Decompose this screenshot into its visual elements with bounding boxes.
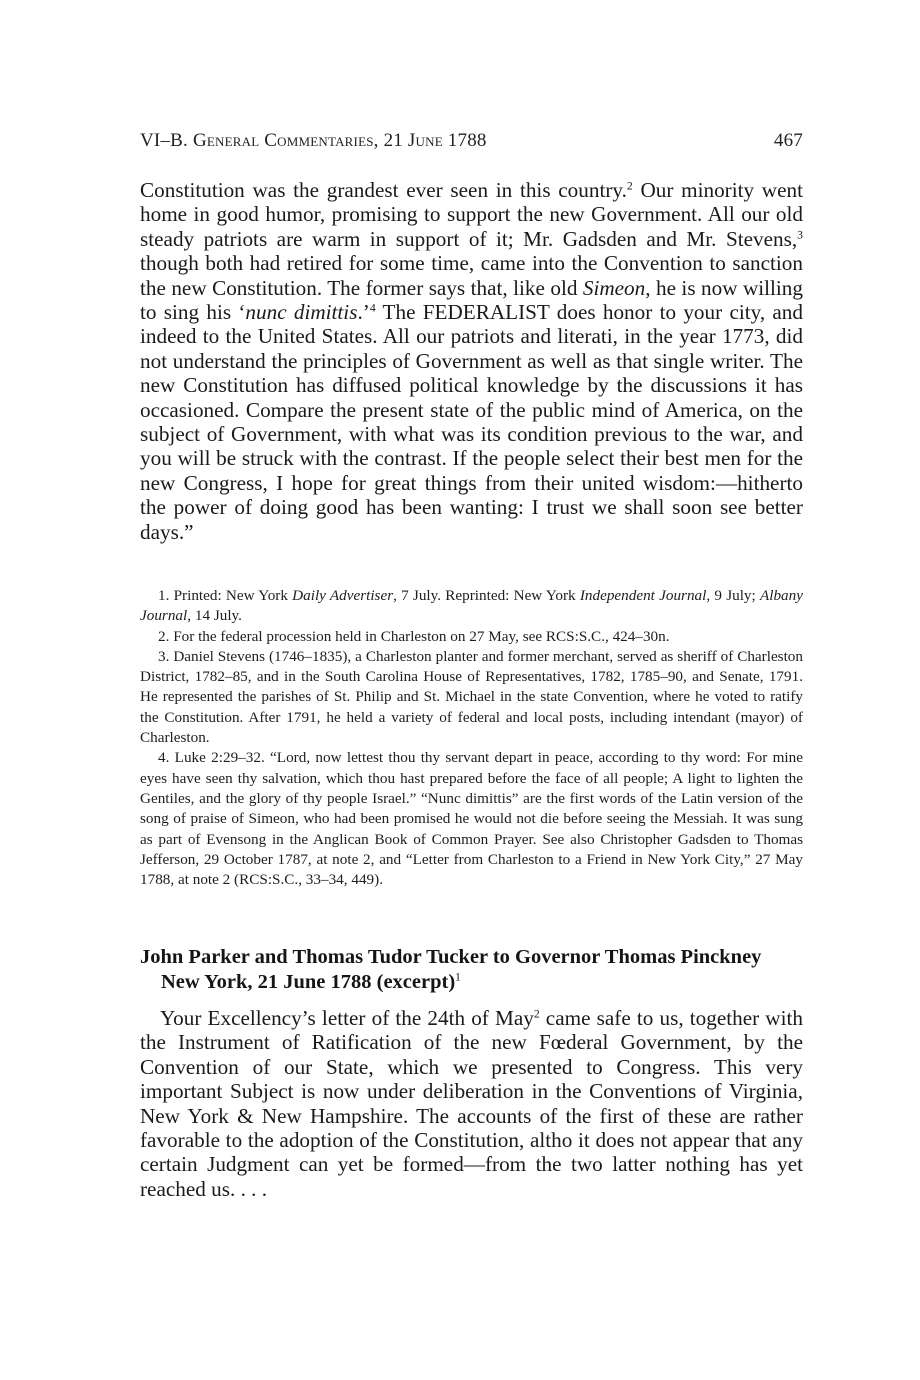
letter-continuation bbox=[140, 178, 803, 544]
running-head-month: June bbox=[407, 130, 443, 151]
footnote-2: 2. For the federal procession held in Charleston on 27 May, see RCS:S.C., 424–30n. bbox=[158, 627, 670, 645]
document-heading bbox=[140, 945, 803, 994]
running-head-year: 1788 bbox=[447, 130, 487, 151]
footnote-ref: 2 bbox=[626, 179, 633, 193]
footnote-ref: 2 bbox=[533, 1007, 540, 1021]
footnote-ref: 4 bbox=[369, 301, 376, 315]
running-head bbox=[140, 130, 803, 154]
running-head-title bbox=[140, 130, 487, 152]
footnote-4: 4. Luke 2:29–32. “Lord, now lettest thou thy servant depart in peace, according to thy word: For mine eyes have seen thy salvation, which thou hast prepared before the face of all people; A light to lighten the Gentiles, and the glory of thy people Israel.” “Nunc dimittis” are the first words of the Latin version of the song of praise of Simeon, who had been promised he would not die before seeing the Messiah. It was sung as part of Evensong in the Anglican Book of Common Prayer. See also Christopher Gadsden to Thomas Jefferson, 29 October 1787, at note 2, and “Letter from Charleston to a Friend in New York City,” 27 May 1788, at note 2 (RCS:S.C., 33–34, 449). bbox=[140, 749, 803, 889]
heading-line-2: New York, 21 June 1788 (excerpt)$^1$ bbox=[161, 970, 461, 993]
footnote-1: 1. Printed: New York Daily Advertiser, 7 July. Reprinted: New York Independent Journal, 9 July; Albany Journal, 14 July. bbox=[140, 587, 803, 625]
letter-paragraph: Your Excellency’s letter of the 24th of May$^2$ came safe to us, together with the Instrument of Ratification of the new Fœderal Government, by the Convention of our State, which we presented to Congress. This very important Subject is now under deliberation in the Conventions of Virginia, New York & New Hampshire. The accounts of the first of these are rather favorable to the adoption of the Constitution, altho it does not appear that any certain Judgment can yet be formed—from the two latter nothing has yet reached us. . . . bbox=[140, 1006, 803, 1201]
body-paragraph: Constitution was the grandest ever seen in this country.$^2$ Our minority went home in good humor, promising to support the new Government. All our old steady patriots are warm in support of it; Mr. Gadsden and Mr. Stevens,$^3$ though both had retired for some time, came into the Convention to sanction the new Constitution. The former says that, like old Simeon, he is now willing to sing his ‘nunc dimittis.’$^4$ The FEDERALIST does honor to your city, and indeed to the United States. All our patriots and literati, in the year 1773, did not understand the principles of Government as well as that single writer. The new Constitution has diffused political knowledge by the discussions it has occasioned. Compare the present state of the public mind of America, on the subject of Government, with what was its condition previous to the war, and you will be struck with the contrast. If the people select their best men for the new Congress, I hope for great things from their united wisdom:—hitherto the power of doing good has been wanting: I trust we shall soon see better days.” bbox=[140, 178, 803, 544]
heading-line-1: John Parker and Thomas Tudor Tucker to Governor Thomas Pinckney bbox=[140, 946, 762, 968]
footnote-ref: 3 bbox=[797, 228, 803, 242]
running-head-section: VI–B. bbox=[140, 130, 188, 151]
running-head-caption: General Commentaries, bbox=[192, 130, 379, 151]
running-head-day: 21 bbox=[383, 130, 403, 151]
letter-excerpt bbox=[140, 1006, 803, 1201]
footnote-3: 3. Daniel Stevens (1746–1835), a Charleston planter and former merchant, served as sheriff of Charleston District, 1782–85, and in the South Carolina House of Representatives, 1782, 1785–90, and Senate, 1791. He represented the parishes of St. Philip and St. Michael in the state Convention, where he voted to ratify the Constitution. After 1791, he held a variety of federal and local posts, including intendant (mayor) of Charleston. bbox=[140, 647, 803, 747]
page-number: 467 bbox=[773, 130, 803, 151]
footnotes bbox=[140, 586, 803, 890]
footnote-ref: 1 bbox=[455, 971, 461, 984]
